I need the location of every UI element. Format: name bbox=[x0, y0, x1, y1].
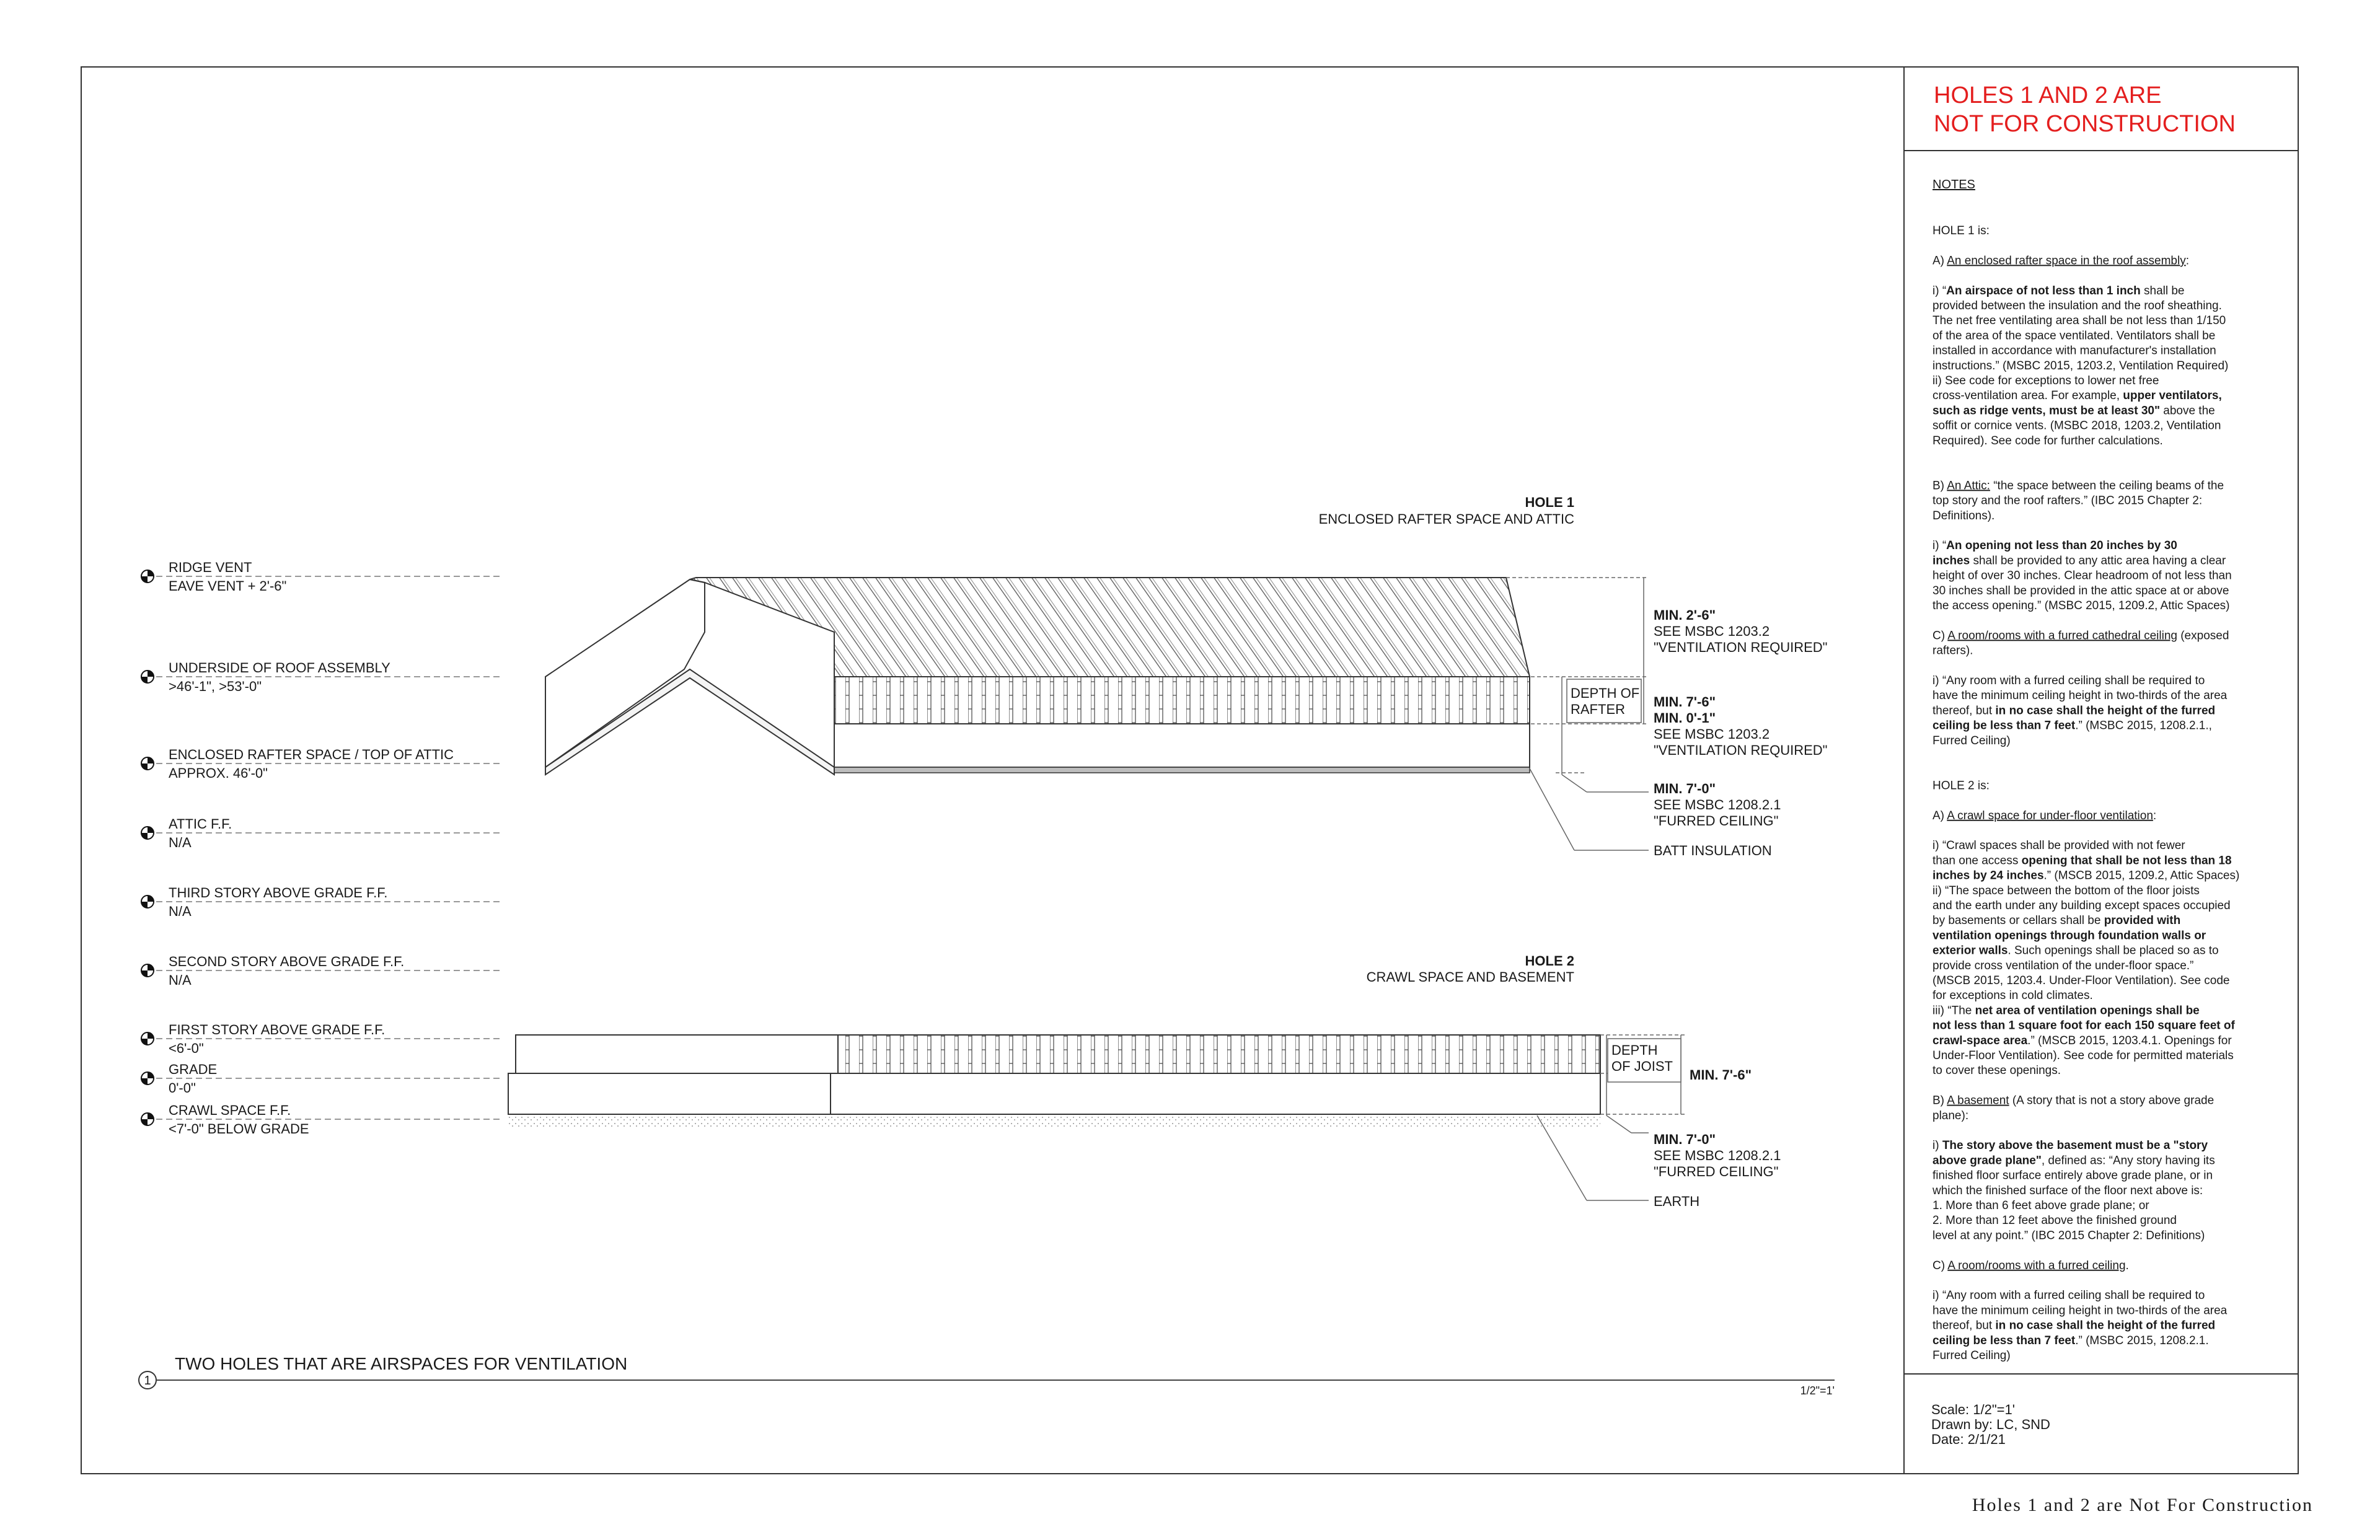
notes-segment: An Attic: bbox=[1947, 479, 1990, 493]
hole2-subtitle: CRAWL SPACE AND BASEMENT bbox=[1366, 969, 1574, 985]
notes-line bbox=[1933, 254, 2189, 267]
level-datum-quadrant bbox=[141, 576, 148, 583]
notes-segment: Under-Floor Ventilation). See code for permitted materials bbox=[1933, 1049, 2234, 1062]
notes-segment: i) bbox=[1933, 1139, 1942, 1153]
hole2-depth-line1: DEPTH bbox=[1611, 1042, 1658, 1058]
notes-line bbox=[1933, 704, 2215, 717]
notes-segment: level at any point.” (IBC 2015 Chapter 2: Definitions) bbox=[1933, 1229, 2205, 1243]
gable-end-left bbox=[545, 579, 705, 767]
notes-text bbox=[1932, 224, 2239, 1362]
level-datum-quadrant bbox=[141, 1078, 148, 1085]
notes-line bbox=[1933, 554, 2226, 567]
hole1-ceiling-dim-line3: "FURRED CEILING" bbox=[1654, 813, 1779, 829]
notes-segment: ii) “The space between the bottom of the floor joists bbox=[1933, 884, 2200, 897]
notes-segment: iii) “The bbox=[1933, 1004, 1975, 1018]
notes-line bbox=[1933, 1139, 2208, 1152]
notes-line bbox=[1933, 1214, 2177, 1227]
notes-line bbox=[1933, 345, 2216, 358]
notes-segment: (A story that is not a story above grade bbox=[2009, 1094, 2215, 1107]
grade-band bbox=[508, 1073, 831, 1114]
drawing-title: TWO HOLES THAT ARE AIRSPACES FOR VENTILATION bbox=[175, 1354, 628, 1373]
notes-line bbox=[1933, 1034, 2232, 1047]
level-value: N/A bbox=[169, 904, 192, 919]
notes-segment: of the area of the space ventilated. Ventilators shall be bbox=[1933, 329, 2216, 343]
notes-line bbox=[1933, 689, 2228, 702]
hole1-title: HOLE 1 bbox=[1525, 495, 1574, 510]
notes-segment: ventilation openings through foundation walls or bbox=[1933, 929, 2206, 943]
hole2-joist-dim: MIN. 7'-6" bbox=[1690, 1067, 1752, 1083]
joist-bay bbox=[838, 1035, 1600, 1073]
notes-line bbox=[1933, 854, 2232, 867]
notes-line bbox=[1933, 434, 2163, 447]
level-value: >46'-1", >53'-0" bbox=[169, 679, 262, 694]
warning-line-1: HOLES 1 AND 2 ARE bbox=[1934, 82, 2162, 108]
notes-segment: i) “ bbox=[1933, 539, 1947, 553]
notes-line bbox=[1933, 584, 2229, 597]
level-datum-quadrant bbox=[141, 677, 148, 683]
level-datum-quadrant bbox=[148, 570, 154, 576]
level-marker bbox=[141, 560, 502, 594]
notes-line bbox=[1933, 884, 2200, 897]
level-marker bbox=[141, 816, 502, 850]
notes-line bbox=[1933, 359, 2228, 372]
notes-segment: i) “Any room with a furred ceiling shall be required to bbox=[1933, 1289, 2205, 1303]
notes-segment: i) “Any room with a furred ceiling shall be required to bbox=[1933, 674, 2205, 687]
notes-segment: top story and the roof rafters.” (IBC 2015 Chapter 2: bbox=[1933, 494, 2203, 508]
notes-segment: ceiling be less than 7 feet bbox=[1933, 1334, 2076, 1347]
notes-segment: A) bbox=[1933, 254, 1947, 268]
level-value: EAVE VENT + 2'-6" bbox=[169, 578, 287, 594]
notes-segment: .” (MSCB 2015, 1203.4.1. Openings for bbox=[2027, 1034, 2232, 1047]
hole1-callout-batt: BATT INSULATION bbox=[1654, 843, 1772, 858]
notes-segment: thereof, but bbox=[1933, 1319, 1996, 1332]
notes-line bbox=[1933, 869, 2239, 882]
level-datum-quadrant bbox=[141, 902, 148, 908]
notes-segment: 1. More than 6 feet above grade plane; or bbox=[1933, 1199, 2149, 1212]
notes-segment: An opening not less than 20 inches by 30 bbox=[1946, 539, 2177, 553]
earth-band bbox=[508, 1114, 1600, 1127]
notes-line bbox=[1933, 299, 2222, 312]
notes-segment: Definitions). bbox=[1933, 509, 1995, 522]
level-name: THIRD STORY ABOVE GRADE F.F. bbox=[169, 885, 388, 900]
hole1-subtitle: ENCLOSED RAFTER SPACE AND ATTIC bbox=[1318, 511, 1574, 527]
notes-line bbox=[1933, 389, 2222, 402]
notes-segment: height of over 30 inches. Clear headroom of not less than bbox=[1933, 569, 2232, 583]
notes-segment: installed in accordance with manufacturer's installation bbox=[1933, 344, 2216, 358]
rafter-bay bbox=[834, 677, 1530, 724]
notes-line bbox=[1933, 645, 1973, 658]
notes-line bbox=[1933, 1289, 2205, 1302]
level-name: FIRST STORY ABOVE GRADE F.F. bbox=[169, 1022, 386, 1037]
level-marker bbox=[141, 1022, 502, 1056]
notes-line bbox=[1933, 1199, 2149, 1212]
level-datum-quadrant bbox=[141, 1039, 148, 1045]
notes-line bbox=[1933, 1349, 2011, 1362]
notes-line bbox=[1933, 1334, 2209, 1347]
notes-line bbox=[1933, 944, 2219, 957]
level-datum-quadrant bbox=[141, 763, 148, 770]
level-value: 0'-0" bbox=[169, 1080, 196, 1096]
notes-line bbox=[1933, 495, 2202, 508]
notes-line bbox=[1933, 1049, 2234, 1062]
notes-segment: , defined as: “Any story having its bbox=[2041, 1154, 2215, 1168]
notes-line bbox=[1933, 314, 2226, 327]
notes-line bbox=[1933, 1094, 2214, 1107]
notes-segment: A crawl space for under-floor ventilation bbox=[1947, 809, 2153, 822]
notes-line bbox=[1933, 914, 2180, 927]
notes-line bbox=[1933, 1259, 2129, 1272]
hole1-roof-drawing bbox=[545, 578, 1530, 775]
hole1-ceiling-dim-line2: SEE MSBC 1208.2.1 bbox=[1654, 797, 1781, 812]
notes-segment: A basement bbox=[1947, 1094, 2009, 1107]
notes-segment: exterior walls bbox=[1933, 944, 2008, 957]
notes-segment: C) bbox=[1933, 629, 1948, 643]
notes-segment: . Such openings shall be placed so as to bbox=[2008, 944, 2219, 957]
level-name: SECOND STORY ABOVE GRADE F.F. bbox=[169, 954, 405, 969]
notes-line bbox=[1933, 1019, 2235, 1032]
notes-line bbox=[1933, 734, 2011, 747]
first-floor-slab bbox=[516, 1035, 838, 1073]
notes-segment: above grade plane" bbox=[1933, 1154, 2042, 1168]
notes-line bbox=[1933, 719, 2212, 733]
level-name: ATTIC F.F. bbox=[169, 816, 232, 832]
notes-segment: Furred Ceiling) bbox=[1933, 1349, 2011, 1362]
notes-segment: An enclosed rafter space in the roof assembly bbox=[1947, 254, 2186, 268]
hole2-ceiling-dim-line3: "FURRED CEILING" bbox=[1654, 1164, 1779, 1179]
notes-line bbox=[1933, 599, 2230, 612]
notes-line bbox=[1933, 1004, 2200, 1017]
notes-segment: crawl-space area bbox=[1933, 1034, 2028, 1047]
hole1-ceiling-dim-bold: MIN. 7'-0" bbox=[1654, 781, 1716, 796]
notes-segment: provide cross ventilation of the under-floor space.” bbox=[1933, 959, 2194, 972]
drawn-by-label: Drawn by: LC, SND bbox=[1931, 1417, 2050, 1432]
notes-line bbox=[1933, 1304, 2228, 1317]
furred-ceiling bbox=[834, 724, 1530, 767]
notes-line bbox=[1932, 1184, 2203, 1197]
level-value: <7'-0" BELOW GRADE bbox=[169, 1121, 309, 1137]
notes-line bbox=[1933, 1169, 2213, 1182]
notes-line bbox=[1933, 539, 2177, 552]
level-marker bbox=[141, 747, 502, 781]
notes-segment: inches by 24 inches bbox=[1933, 869, 2044, 882]
notes-segment: upper ventilators, bbox=[2123, 389, 2222, 403]
notes-segment: inches bbox=[1933, 554, 1970, 568]
notes-segment: : bbox=[2153, 809, 2157, 822]
hole1-rafter-dim-line4: "VENTILATION REQUIRED" bbox=[1654, 742, 1828, 758]
level-value: N/A bbox=[169, 835, 192, 850]
drawing-scale: 1/2"=1' bbox=[1800, 1384, 1835, 1397]
footer-note: Holes 1 and 2 are Not For Construction bbox=[1972, 1495, 2313, 1515]
hole2-depth-line2: OF JOIST bbox=[1611, 1058, 1673, 1074]
notes-segment: which the finished surface of the floor next above is: bbox=[1933, 1184, 2203, 1197]
notes-line bbox=[1933, 779, 1990, 792]
notes-segment: HOLE 2 is: bbox=[1933, 779, 1990, 793]
notes-segment: shall be bbox=[2140, 284, 2185, 297]
level-marker bbox=[141, 954, 502, 988]
notes-segment: provided with bbox=[2104, 914, 2181, 928]
notes-segment: for exceptions in cold climates. bbox=[1933, 989, 2093, 1003]
notes-segment: i) “Crawl spaces shall be provided with not fewer bbox=[1933, 839, 2185, 853]
notes-line bbox=[1933, 959, 2193, 972]
notes-segment: in no case shall the height of the furred bbox=[1995, 1319, 2216, 1332]
notes-line bbox=[1933, 284, 2185, 297]
level-name: ENCLOSED RAFTER SPACE / TOP OF ATTIC bbox=[169, 747, 454, 762]
notes-segment: net area of ventilation openings shall be bbox=[1975, 1004, 2200, 1018]
notes-line bbox=[1933, 1229, 2205, 1242]
notes-line bbox=[1933, 899, 2231, 912]
warning-line-2: NOT FOR CONSTRUCTION bbox=[1934, 111, 2236, 137]
notes-segment: .” (MSBC 2015, 1208.2.1. bbox=[2075, 1334, 2209, 1347]
level-value: <6'-0" bbox=[169, 1041, 204, 1056]
notes-segment: B) bbox=[1933, 479, 1947, 493]
notes-line bbox=[1933, 629, 2229, 642]
notes-segment: shall be provided to any attic area having a clear bbox=[1970, 554, 2226, 568]
level-marker bbox=[141, 1062, 502, 1096]
hole2-ceiling-dim-line2: SEE MSBC 1208.2.1 bbox=[1654, 1148, 1781, 1163]
level-marker bbox=[141, 660, 502, 694]
level-name: GRADE bbox=[169, 1062, 218, 1077]
notes-segment: (MSCB 2015, 1203.4. Under-Floor Ventilation). See code bbox=[1933, 974, 2230, 987]
notes-segment: have the minimum ceiling height in two-thirds of the area bbox=[1933, 1304, 2228, 1318]
notes-line bbox=[1933, 404, 2215, 417]
notes-segment: : bbox=[2185, 254, 2189, 268]
notes-line bbox=[1933, 420, 2221, 433]
notes-segment: “the space between the ceiling beams of the bbox=[1990, 479, 2224, 493]
notes-heading: NOTES bbox=[1933, 178, 1975, 191]
level-name: UNDERSIDE OF ROOF ASSEMBLY bbox=[169, 660, 390, 675]
hole2-crawl-drawing bbox=[508, 1035, 1600, 1127]
level-marker bbox=[141, 885, 502, 919]
notes-segment: . bbox=[2125, 1259, 2129, 1272]
hole1-depth-line1: DEPTH OF bbox=[1571, 685, 1640, 701]
notes-line bbox=[1933, 329, 2215, 342]
date-label: Date: 2/1/21 bbox=[1931, 1432, 2006, 1447]
level-value: N/A bbox=[169, 972, 192, 988]
batt-insulation-layer bbox=[834, 767, 1530, 773]
notes-segment: The net free ventilating area shall be not less than 1/150 bbox=[1933, 314, 2226, 328]
hole2-ceiling-dim-bold: MIN. 7'-0" bbox=[1654, 1132, 1716, 1147]
notes-segment: thereof, but bbox=[1933, 704, 1996, 718]
notes-line bbox=[1933, 224, 1990, 237]
scale-label: Scale: 1/2"=1' bbox=[1931, 1402, 2015, 1417]
notes-segment: An airspace of not less than 1 inch bbox=[1946, 284, 2141, 297]
level-value: APPROX. 46'-0" bbox=[169, 765, 268, 781]
level-markers bbox=[141, 560, 502, 1137]
drawing-number: 1 bbox=[144, 1374, 151, 1388]
notes-line bbox=[1933, 929, 2206, 942]
level-name: RIDGE VENT bbox=[169, 560, 252, 575]
notes-line bbox=[1933, 509, 1994, 522]
notes-segment: (exposed bbox=[2177, 629, 2229, 643]
notes-segment: A) bbox=[1933, 809, 1947, 822]
notes-segment: soffit or cornice vents. (MSBC 2018, 1203.2, Ventilation bbox=[1933, 419, 2221, 433]
level-datum-quadrant bbox=[148, 964, 154, 970]
hole1-ridge-dim-line3: "VENTILATION REQUIRED" bbox=[1654, 640, 1828, 655]
hole2-callout-earth: EARTH bbox=[1654, 1194, 1700, 1209]
level-datum-quadrant bbox=[148, 1032, 154, 1039]
level-datum-quadrant bbox=[148, 757, 154, 763]
notes-segment: instructions.” (MSBC 2015, 1203.2, Ventilation Required) bbox=[1933, 359, 2229, 372]
notes-segment: i) “ bbox=[1933, 284, 1947, 297]
hole1-depth-line2: RAFTER bbox=[1571, 702, 1625, 717]
notes-segment: ii) See code for exceptions to lower net free bbox=[1933, 374, 2159, 387]
level-datum-quadrant bbox=[148, 895, 154, 902]
notes-line bbox=[1933, 989, 2093, 1002]
notes-segment: above the bbox=[2159, 404, 2215, 418]
notes-segment: B) bbox=[1933, 1094, 1947, 1107]
level-datum-quadrant bbox=[148, 671, 154, 677]
notes-segment: plane): bbox=[1933, 1109, 1969, 1122]
level-name: CRAWL SPACE F.F. bbox=[169, 1102, 291, 1118]
notes-segment: Required). See code for further calculations. bbox=[1933, 434, 2163, 447]
notes-line bbox=[1933, 809, 2156, 822]
notes-line bbox=[1933, 1109, 1968, 1122]
level-datum-quadrant bbox=[148, 1113, 154, 1119]
notes-segment: ceiling be less than 7 feet bbox=[1933, 719, 2076, 733]
notes-segment: by basements or cellars shall be bbox=[1933, 914, 2104, 928]
notes-segment: than one access bbox=[1933, 854, 2022, 868]
notes-segment: rafters). bbox=[1933, 644, 1973, 658]
hole2-title: HOLE 2 bbox=[1525, 953, 1574, 969]
level-datum-quadrant bbox=[141, 970, 148, 977]
notes-line bbox=[1933, 1154, 2215, 1167]
level-datum-quadrant bbox=[148, 1072, 154, 1078]
level-datum-quadrant bbox=[141, 1119, 148, 1125]
notes-segment: provided between the insulation and the roof sheathing. bbox=[1933, 299, 2222, 312]
crawl-ceiling bbox=[831, 1073, 1600, 1114]
hole1-ridge-dim-bold: MIN. 2'-6" bbox=[1654, 607, 1716, 623]
notes-line bbox=[1933, 374, 2159, 387]
notes-line bbox=[1933, 1319, 2215, 1332]
notes-segment: not less than 1 square foot for each 150 square feet of bbox=[1933, 1019, 2235, 1032]
notes-segment: HOLE 1 is: bbox=[1933, 224, 1990, 237]
notes-segment: Furred Ceiling) bbox=[1933, 734, 2011, 747]
notes-segment: C) bbox=[1933, 1259, 1948, 1272]
notes-segment: .” (MSCB 2015, 1209.2, Attic Spaces) bbox=[2043, 869, 2240, 882]
notes-segment: The story above the basement must be a "story bbox=[1942, 1139, 2208, 1153]
hole1-rafter-dim-line3: SEE MSBC 1203.2 bbox=[1654, 726, 1770, 742]
notes-line bbox=[1933, 974, 2230, 987]
roof-slope-surface bbox=[690, 578, 1530, 677]
notes-segment: 30 inches shall be provided in the attic space at or above bbox=[1933, 584, 2229, 597]
level-datum-quadrant bbox=[141, 833, 148, 839]
hole1-ridge-dim-line2: SEE MSBC 1203.2 bbox=[1654, 623, 1770, 639]
notes-segment: opening that shall be not less than 18 bbox=[2021, 854, 2232, 868]
notes-line bbox=[1933, 839, 2185, 852]
notes-line bbox=[1933, 570, 2232, 583]
notes-segment: .” (MSBC 2015, 1208.2.1., bbox=[2075, 719, 2212, 733]
notes-segment: 2. More than 12 feet above the finished ground bbox=[1933, 1214, 2177, 1228]
notes-segment: and the earth under any building except spaces occupied bbox=[1933, 899, 2231, 912]
notes-segment: the access opening.” (MSBC 2015, 1209.2, Attic Spaces) bbox=[1933, 599, 2230, 612]
hole1-rafter-dim-bold2: MIN. 0'-1" bbox=[1654, 710, 1716, 726]
notes-segment: have the minimum ceiling height in two-thirds of the area bbox=[1933, 689, 2228, 703]
notes-segment: A room/rooms with a furred ceiling bbox=[1947, 1259, 2126, 1272]
notes-segment: in no case shall the height of the furred bbox=[1995, 704, 2216, 718]
notes-segment: cross-ventilation area. For example, bbox=[1933, 389, 2123, 403]
notes-segment: such as ridge vents, must be at least 30" bbox=[1933, 404, 2160, 418]
hole1-rafter-dim-bold1: MIN. 7'-6" bbox=[1654, 694, 1716, 710]
notes-line bbox=[1933, 674, 2205, 687]
notes-line bbox=[1933, 1064, 2061, 1077]
notes-segment: finished floor surface entirely above grade plane, or in bbox=[1933, 1169, 2213, 1182]
notes-segment: to cover these openings. bbox=[1933, 1064, 2061, 1078]
notes-segment: A room/rooms with a furred cathedral ceiling bbox=[1947, 629, 2177, 643]
level-datum-quadrant bbox=[148, 827, 154, 833]
notes-line bbox=[1933, 479, 2224, 492]
level-marker bbox=[141, 1102, 502, 1137]
